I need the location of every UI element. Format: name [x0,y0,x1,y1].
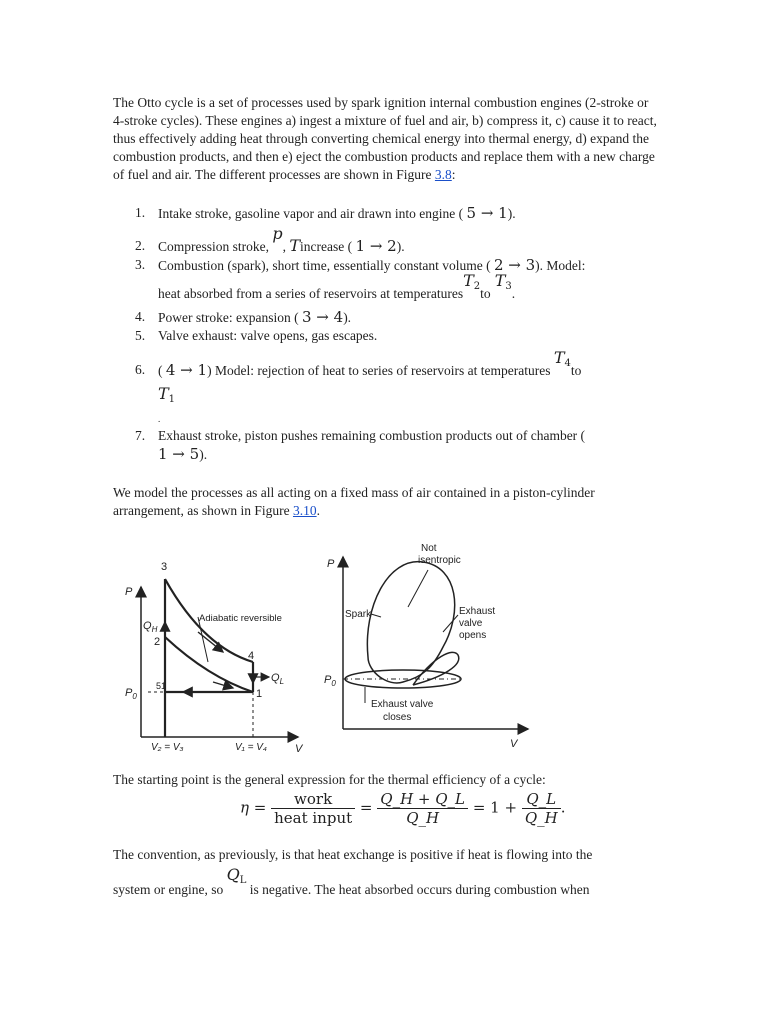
starting-paragraph: The starting point is the general expression for the thermal efficiency of a cycle: [113,772,546,787]
list-item: 3. Combustion (spark), short time, essentially constant volume ( 2 → 3). Model: heat absorbed from a series of reservoirs at temperaturesT$_2$toT$_3$. [135,256,586,301]
list-item: 2. Compression stroke, p, Tincrease ( 1 → 2). [135,224,405,255]
svg-text:P0: $P_0$ [125,687,137,701]
svg-text:valve: valve [459,618,483,629]
svg-text:V₂ = V₃: V₂ = V₃ [151,742,184,753]
pv-diagram-ideal [141,579,298,737]
svg-text:4: 4 [248,650,255,662]
list-item: 6. ( 4 → 1) Model: rejection of heat to series of reservoirs at temperatures $T_4to$ $T_1$ . [135,348,582,424]
intro-paragraph: The Otto cycle is a set of processes used by spark ignition internal combustion engines (2-stroke or 4-stroke cycles). These engines a) ingest a mixture of fuel and air, b) compress it, c) cause it to react, thus effectively adding heat through converting chemical energy into thermal energy, d) expand the combustion products, and then e) eject the combustion products and replace them with a new charge of fuel and air. The different processes are shown in Figure 3.8: [113,95,657,182]
list-item: 5. Valve exhaust: valve opens, gas escapes. [135,328,378,343]
otto-cycle-figures [113,537,553,755]
svg-text:5: 5 [156,681,162,691]
svg-text:Exhaust: Exhaust [459,606,496,617]
svg-text:closes: closes [383,712,412,723]
svg-text:P0: $P_0$ [324,674,336,688]
svg-text:P: P [327,558,335,570]
svg-text:Not: Not [421,543,437,554]
svg-text:1: 1 [161,681,167,691]
svg-text:opens: opens [459,630,487,641]
svg-text:V: V [295,743,303,755]
svg-text:QL: $Q_L$ [271,672,285,686]
svg-text:3: 3 [161,561,168,573]
svg-text:isentropic: isentropic [418,555,461,566]
list-item: 7. Exhaust stroke, piston pushes remaining combustion products out of chamber ( 1 → 5). [135,428,586,463]
svg-text:V₁ = V₄: V₁ = V₄ [235,742,267,753]
svg-text:1: 1 [256,688,263,700]
list-item: 4. Power stroke: expansion ( 3 → 4). [135,308,352,326]
svg-text:QH: $Q_H$ [143,620,158,634]
figure-3-8-link[interactable]: 3.8 [434,167,452,182]
list-item: 1. Intake stroke, gasoline vapor and air drawn into engine ( 5 → 1). [135,204,516,222]
figure-3-10-link[interactable]: 3.10 [292,503,317,518]
model-paragraph: We model the processes as all acting on a fixed mass of air contained in a piston-cylinder arrangement, as shown in Figure 3.10. [113,485,595,518]
svg-text:2: 2 [154,636,161,648]
document-body [113,94,658,520]
p-axis-label: P [125,586,133,598]
adiabatic-label: Adiabatic reversible [199,613,282,624]
svg-text:Exhaust valve: Exhaust valve [371,699,434,710]
efficiency-equation: η = $\frac{\text{work}}{\text{heat input}}$ = $\frac{Q\_H + Q\_L}{Q\_H}$ = 1 + $\frac{Q\_L}{Q\_H}$ . [240,790,566,827]
convention-paragraph: The convention, as previously, is that heat exchange is positive if heat is flowing into the system or engine, so $Q_L$ is negative. The heat absorbed occurs during combustion when [113,847,593,897]
svg-text:V: V [510,738,518,750]
spark-label: Spark [345,609,372,620]
process-list [113,204,658,464]
